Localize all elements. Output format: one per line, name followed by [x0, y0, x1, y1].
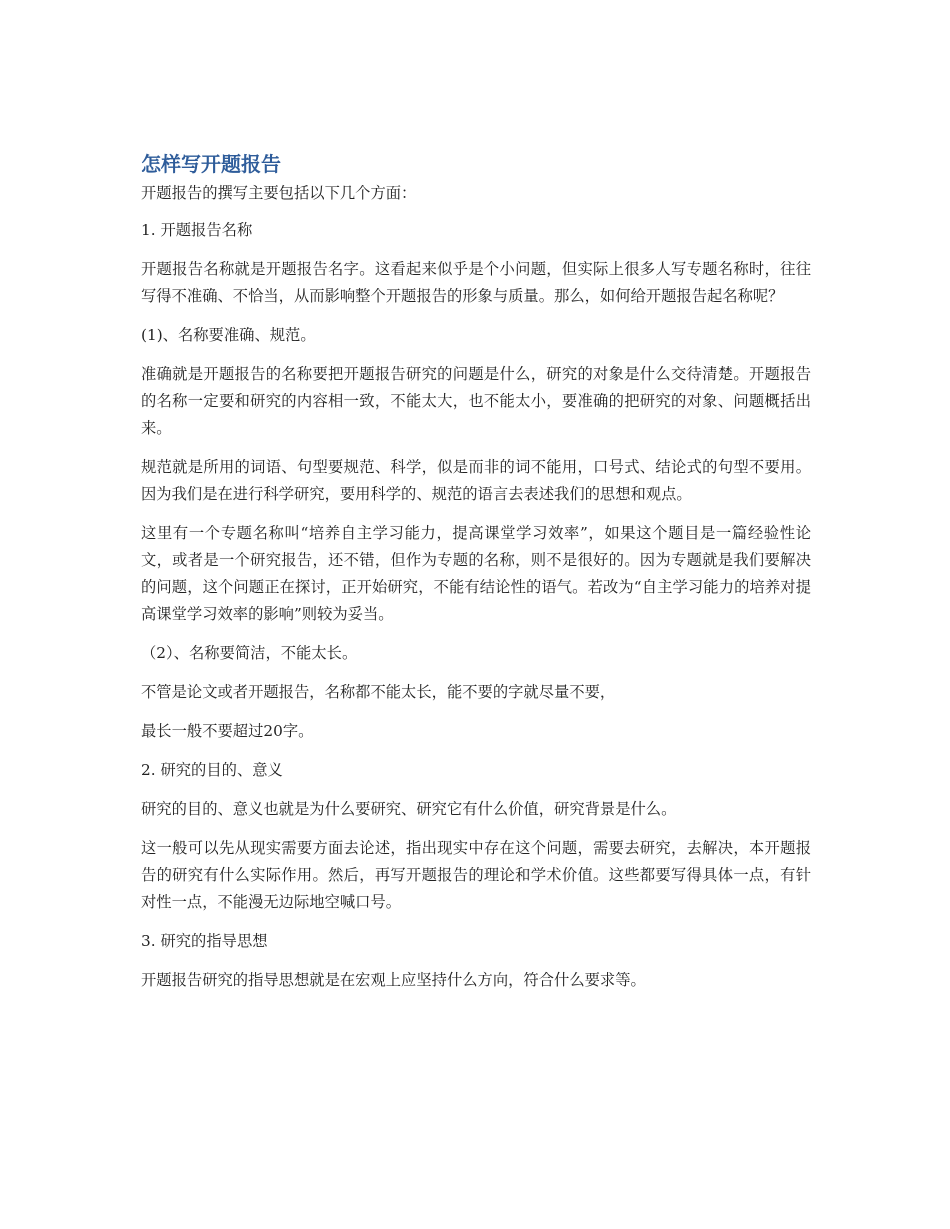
paragraph: 这里有一个专题名称叫“培养自主学习能力，提高课堂学习效率”，如果这个题目是一篇经验性论文，或者是一个研究报告，还不错，但作为专题的名称，则不是很好的。因为专题就是我们要解决的问题，这个问题正在探讨，正开始研究，不能有结论性的语气。若改为“自主学习能力的培养对提高课堂学习效率的影响”则较为妥当。 — [141, 524, 811, 623]
paragraph: 最长一般不要超过20字。 — [141, 722, 314, 740]
section-heading-3: 3. 研究的指导思想 — [141, 932, 268, 950]
document-page — [141, 150, 811, 1006]
paragraph: 这一般可以先从现实需要方面去论述，指出现实中存在这个问题，需要去研究，去解决，本开题报告的研究有什么实际作用。然后，再写开题报告的理论和学术价值。这些都要写得具体一点，有针对性一点，不能漫无边际地空喊口号。 — [141, 839, 811, 911]
paragraph: 准确就是开题报告的名称要把开题报告研究的问题是什么，研究的对象是什么交待清楚。开题报告的名称一定要和研究的内容相一致，不能太大，也不能太小，要准确的把研究的对象、问题概括出来。 — [141, 365, 811, 437]
document-title: 怎样写开题报告 — [141, 152, 281, 176]
intro-paragraph: 开题报告的撰写主要包括以下几个方面： — [141, 184, 417, 202]
paragraph: 研究的目的、意义也就是为什么要研究、研究它有什么价值，研究背景是什么。 — [141, 800, 677, 818]
subsection-heading-1: (1)、名称要准确、规范。 — [141, 326, 316, 344]
paragraph: 规范就是所用的词语、句型要规范、科学，似是而非的词不能用，口号式、结论式的句型不要用。因为我们是在进行科学研究，要用科学的、规范的语言去表述我们的思想和观点。 — [141, 458, 811, 503]
subsection-heading-2: （2）、名称要简洁，不能太长。 — [141, 644, 358, 662]
paragraph: 开题报告名称就是开题报告名字。这看起来似乎是个小问题，但实际上很多人写专题名称时，往往写得不准确、不恰当，从而影响整个开题报告的形象与质量。那么，如何给开题报告起名称呢？ — [141, 260, 811, 305]
paragraph: 开题报告研究的指导思想就是在宏观上应坚持什么方向，符合什么要求等。 — [141, 971, 646, 989]
section-heading-2: 2. 研究的目的、意义 — [141, 761, 283, 779]
section-heading-1: 1. 开题报告名称 — [141, 221, 253, 239]
paragraph: 不管是论文或者开题报告，名称都不能太长，能不要的字就尽量不要， — [141, 683, 616, 701]
